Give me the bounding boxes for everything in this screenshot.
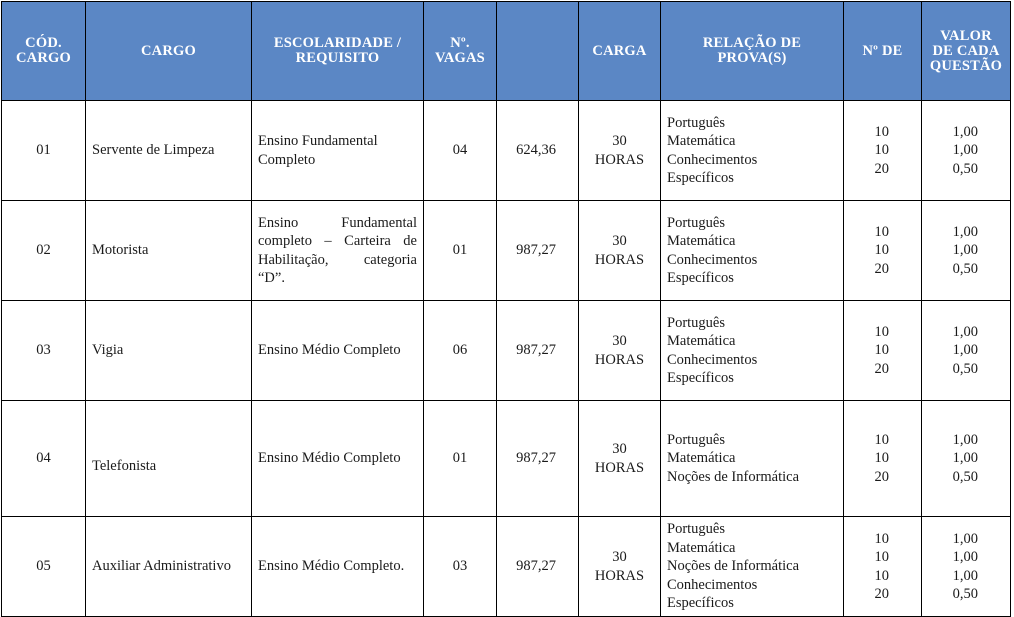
cod-cell: 01: [2, 101, 86, 201]
cell-line: PROVA(S): [717, 50, 787, 66]
table-row: [2, 201, 1011, 301]
cod-cell: 05: [2, 517, 86, 617]
num-questoes-cell: [844, 301, 922, 401]
cell-line: 10: [874, 142, 889, 159]
cell-line: 0,50: [952, 468, 978, 485]
cod-cell: 02: [2, 201, 86, 301]
cell-line: Matemática: [667, 233, 736, 249]
table-row: [2, 301, 1011, 401]
cell-line: ESCOLARIDADE /: [273, 35, 402, 51]
cell-line: Conhecimentos: [667, 351, 758, 368]
cell-line: 0,50: [952, 586, 978, 602]
cell-line: Ensino Médio Completo: [258, 342, 401, 359]
cell-line: 10: [874, 342, 889, 359]
cell-line: 20: [874, 260, 889, 277]
table-row: [2, 401, 1011, 517]
header-vagas: [424, 2, 497, 101]
carga-cell: [579, 201, 661, 301]
vagas-cell: 01: [424, 401, 497, 517]
header-escolaridade: [252, 2, 424, 101]
cell-line: 10: [874, 323, 889, 340]
cell-line: Português: [667, 114, 725, 131]
valor-questao-cell: [922, 401, 1011, 517]
num-questoes-cell: [844, 517, 922, 617]
carga-cell: [579, 401, 661, 517]
cell-line: VALOR: [940, 27, 992, 44]
provas-cell: [661, 301, 844, 401]
cell-line: 1,00: [952, 549, 978, 565]
cell-line: 30: [612, 333, 627, 349]
cell-line: Português: [667, 314, 725, 331]
cell-line: 10: [874, 242, 889, 259]
header-carga: [579, 2, 661, 101]
header-cod: [2, 2, 86, 101]
cod-cell: 04: [2, 401, 86, 517]
table-row: [2, 101, 1011, 201]
cell-line: 1,00: [952, 450, 978, 467]
cell-line: 1,00: [952, 323, 978, 340]
cell-line: Habilitação, categoria: [258, 251, 417, 268]
salario-cell: 987,27: [497, 517, 579, 617]
cell-line: 1,00: [952, 567, 978, 584]
cell-line: HORAS: [594, 459, 645, 476]
salario-cell: 987,27: [497, 301, 579, 401]
cell-line: 10: [874, 567, 889, 584]
header-row: [2, 2, 1011, 101]
cargo-cell: Vigia: [86, 301, 252, 401]
cell-line: CARGA: [592, 42, 647, 59]
carga-cell: [579, 517, 661, 617]
cell-line: Noções de Informática: [667, 558, 800, 575]
cell-line: Matemática: [667, 450, 736, 467]
cell-line: completo – Carteira de: [258, 233, 417, 249]
cell-line: Nº.: [450, 35, 470, 51]
cell-line: REQUISITO: [295, 50, 380, 66]
cell-line: 30: [612, 441, 627, 457]
cargo-cell: Telefonista: [86, 401, 252, 517]
valor-questao-cell: [922, 517, 1011, 617]
cell-line: HORAS: [594, 351, 645, 368]
provas-cell: [661, 201, 844, 301]
cell-line: 20: [874, 160, 889, 177]
cell-line: 1,00: [952, 530, 978, 547]
carga-cell: [579, 101, 661, 201]
cell-line: Matemática: [667, 539, 736, 556]
cell-line: HORAS: [594, 151, 645, 168]
cell-line: Específicos: [667, 595, 734, 612]
cell-line: 1,00: [952, 431, 978, 448]
cell-line: Específicos: [667, 370, 734, 386]
header-provas: [661, 2, 844, 101]
cargo-cell: Auxiliar Administrativo: [86, 517, 252, 617]
cell-line: Português: [667, 214, 725, 231]
valor-questao-cell: [922, 101, 1011, 201]
cell-line: Ensino Fundamental: [258, 133, 378, 149]
cell-line: 20: [874, 586, 889, 602]
cell-line: CÓD.: [25, 35, 62, 51]
salario-cell: 987,27: [497, 201, 579, 301]
provas-cell: [661, 517, 844, 617]
cell-line: 20: [874, 360, 889, 377]
escolaridade-cell: [252, 201, 424, 301]
cod-cell: 03: [2, 301, 86, 401]
cell-line: “D”.: [258, 270, 285, 286]
cell-line: Conhecimentos: [667, 576, 758, 593]
cell-line: 1,00: [952, 123, 978, 140]
cell-line: Ensino Médio Completo: [258, 450, 401, 467]
cell-line: Noções de Informática: [667, 468, 800, 485]
cell-line: 1,00: [952, 242, 978, 259]
cell-line: 10: [874, 530, 889, 547]
cell-line: 0,50: [952, 260, 978, 277]
cell-line: DE CADA: [932, 42, 1000, 59]
cell-line: Específicos: [667, 270, 734, 286]
cell-line: Português: [667, 521, 725, 538]
escolaridade-cell: [252, 517, 424, 617]
cell-line: 0,50: [952, 360, 978, 377]
cell-line: Matemática: [667, 333, 736, 349]
cell-line: HORAS: [594, 567, 645, 584]
num-questoes-cell: [844, 401, 922, 517]
cell-line: HORAS: [594, 251, 645, 268]
salario-cell: 624,36: [497, 101, 579, 201]
carga-cell: [579, 301, 661, 401]
num-questoes-cell: [844, 101, 922, 201]
cell-line: Específicos: [667, 170, 734, 186]
cargos-table: [1, 1, 1011, 617]
cell-line: 10: [874, 549, 889, 565]
escolaridade-cell: [252, 101, 424, 201]
cell-line: 1,00: [952, 142, 978, 159]
valor-questao-cell: [922, 201, 1011, 301]
cell-line: 10: [874, 223, 889, 240]
cell-line: 10: [874, 123, 889, 140]
cell-line: Ensino Fundamental: [258, 214, 417, 231]
cell-line: Ensino Médio Completo.: [258, 558, 405, 575]
vagas-cell: 06: [424, 301, 497, 401]
cell-line: Conhecimentos: [667, 251, 758, 268]
header-cargo: [86, 2, 252, 101]
vagas-cell: 01: [424, 201, 497, 301]
cell-line: 0,50: [952, 160, 978, 177]
vagas-cell: 03: [424, 517, 497, 617]
vagas-cell: 04: [424, 101, 497, 201]
cargo-cell: Servente de Limpeza: [86, 101, 252, 201]
cell-line: 30: [612, 233, 627, 249]
cell-line: CARGO: [16, 50, 71, 66]
cell-line: CARGO: [141, 42, 196, 59]
cell-line: 10: [874, 450, 889, 467]
cell-line: QUESTÃO: [929, 57, 1003, 74]
cell-line: Português: [667, 431, 725, 448]
cell-line: Completo: [258, 151, 316, 168]
cell-line: VAGAS: [435, 50, 485, 66]
header-valor-questao: [922, 2, 1011, 101]
cell-line: 20: [874, 468, 889, 485]
cell-line: Conhecimentos: [667, 151, 758, 168]
cell-line: 10: [874, 431, 889, 448]
cargo-cell: Motorista: [86, 201, 252, 301]
cell-line: 30: [612, 133, 627, 149]
escolaridade-cell: [252, 401, 424, 517]
header-num-questoes: [844, 2, 922, 101]
header-salario: [497, 2, 579, 101]
escolaridade-cell: [252, 301, 424, 401]
provas-cell: [661, 401, 844, 517]
salario-cell: 987,27: [497, 401, 579, 517]
cell-line: 1,00: [952, 223, 978, 240]
cell-line: RELAÇÃO DE: [702, 35, 802, 51]
cell-line: Nº DE: [862, 42, 903, 59]
cell-line: 1,00: [952, 342, 978, 359]
cell-line: Matemática: [667, 133, 736, 149]
cell-line: 30: [612, 549, 627, 565]
num-questoes-cell: [844, 201, 922, 301]
valor-questao-cell: [922, 301, 1011, 401]
table-row: [2, 517, 1011, 617]
provas-cell: [661, 101, 844, 201]
